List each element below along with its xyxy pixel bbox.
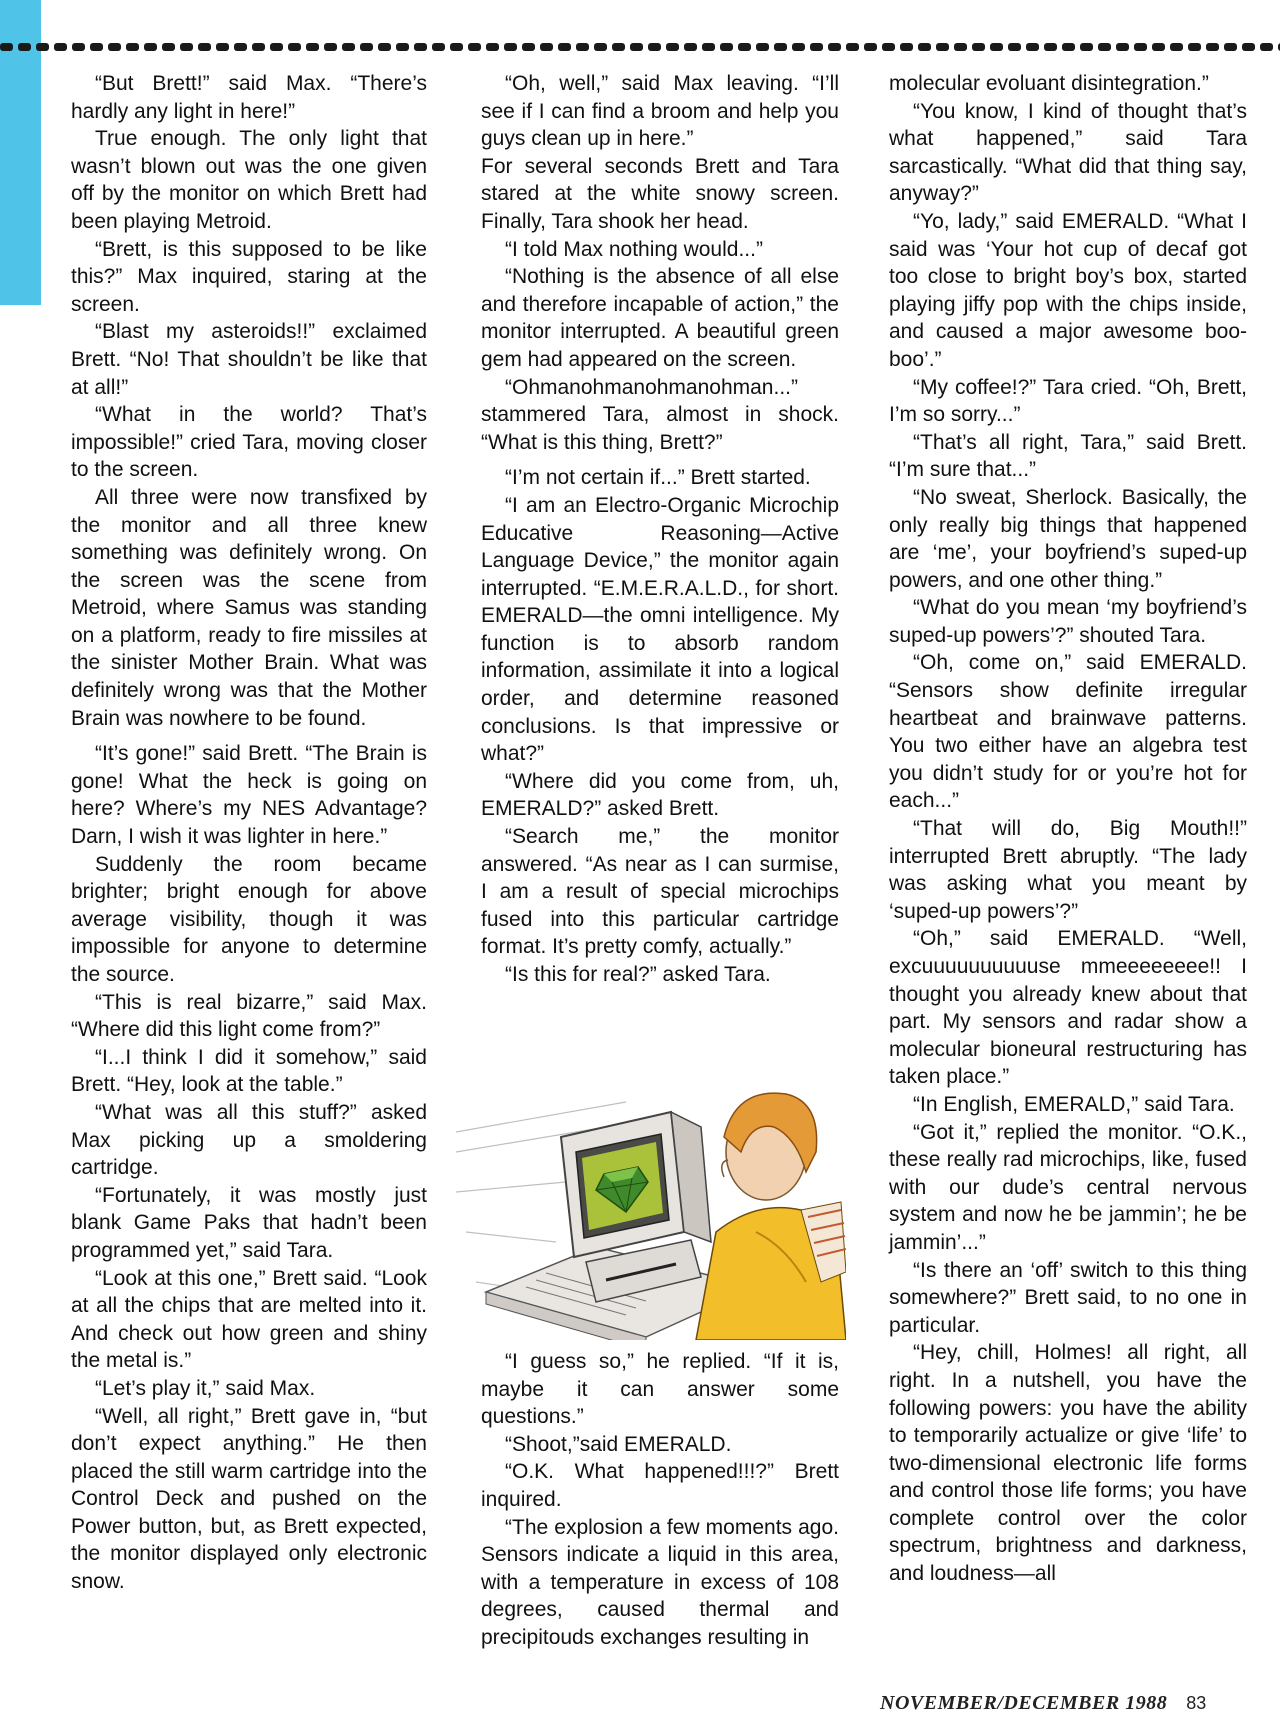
paragraph: “Nothing is the absence of all else and therefore incapable of action,” the monitor interrupted. A beautiful green gem had appeared on the screen. xyxy=(481,265,839,371)
paragraph: “Is there an ‘off’ switch to this thing somewhere?” Brett said, to no one in particular. xyxy=(889,1258,1247,1337)
paragraph: “Fortunately, it was mostly just blank Game Paks that hadn’t been programmed yet,” said Tara. xyxy=(71,1183,427,1262)
illustration-boy-at-computer xyxy=(456,1082,846,1340)
paragraph: “I’m not certain if...” Brett started. xyxy=(505,466,811,490)
paragraph: True enough. The only light that wasn’t blown out was the one given off by the monitor on which Brett had been playing Metroid. xyxy=(71,127,427,233)
paragraph: “Where did you come from, uh, EMERALD?” asked Brett. xyxy=(481,769,839,821)
paragraph: “Look at this one,” Brett said. “Look at all the chips that are melted into it. And check out how green and shiny the metal is.” xyxy=(71,1266,427,1373)
paragraph: “But Brett!” said Max. “There’s hardly any light in here!” xyxy=(71,72,427,123)
paragraph: “Well, all right,” Brett gave in, “but don’t expect anything.” He then placed the still warm cartridge into the Control Deck and pushed on the Power button, but, as Brett expected, the monitor displayed only electronic snow. xyxy=(71,1404,427,1594)
article-column-2-bottom xyxy=(481,1348,839,1652)
paragraph: “Shoot,”said EMERALD. xyxy=(505,1432,732,1456)
paragraph: “O.K. What happened!!!?” Brett inquired. xyxy=(481,1460,839,1511)
paragraph: “You know, I kind of thought that’s what happened,” said Tara sarcastically. “What did that thing say, anyway?” xyxy=(889,99,1247,206)
issue-date: NOVEMBER/DECEMBER 1988 xyxy=(880,1692,1168,1714)
paragraph: “I am an Electro-Organic Microchip Educative Reasoning—Active Language Device,” the monitor again interrupted. “E.M.E.R.A.L.D., for short. EMERALD—the omni intelligence. My function is to absorb random information, assimilate it into a logical order, and determine reasoned conclusions. Is that impressive or what?” xyxy=(481,493,839,766)
paragraph: “What do you mean ‘my boyfriend’s suped-up powers’?” shouted Tara. xyxy=(889,596,1247,647)
paragraph: “Let’s play it,” said Max. xyxy=(95,1376,316,1400)
paragraph: “This is real bizarre,” said Max. “Where did this light come from?” xyxy=(71,990,427,1042)
page-footer xyxy=(880,1692,1220,1714)
paragraph: “I told Max nothing would...” xyxy=(505,237,763,261)
paragraph: “Yo, lady,” said EMERALD. “What I said was ‘Your hot cup of decaf got too close to bright boy’s box, started playing jiffy pop with the chips inside, and caused a major awesome boo-boo’.” xyxy=(889,209,1247,371)
paragraph: “That’s all right, Tara,” said Brett. “I’m sure that...” xyxy=(889,430,1247,482)
paragraph: “Got it,” replied the monitor. “O.K., these really rad microchips, like, fused with our dude’s central nervous system and now he be jammin’; he be jammin’...” xyxy=(889,1120,1247,1254)
paragraph: “What was all this stuff?” asked Max picking up a smoldering cartridge. xyxy=(71,1100,427,1180)
paragraph: Suddenly the room became brighter; bright enough for above average visibility, though it was impossible for anyone to determine the source. xyxy=(71,852,427,986)
paragraph: “I...I think I did it somehow,” said Brett. “Hey, look at the table.” xyxy=(71,1045,427,1097)
article-column-2-top xyxy=(481,70,839,989)
paragraph: “What in the world? That’s impossible!” cried Tara, moving closer to the screen. xyxy=(71,403,427,482)
paragraph: “Blast my asteroids!!” exclaimed Brett. “No! That shouldn’t be like that at all!” xyxy=(71,320,427,399)
paragraph: “That will do, Big Mouth!!” interrupted Brett abruptly. “The lady was asking what you meant by ‘suped-up powers’?” xyxy=(889,817,1247,923)
paragraph: For several seconds Brett and Tara stared at the white snowy screen. Finally, Tara shook her head. xyxy=(481,154,839,233)
paragraph: “Brett, is this supposed to be like this?” Max inquired, staring at the screen. xyxy=(71,237,427,316)
paragraph: “I guess so,” he replied. “If it is, maybe it can answer some questions.” xyxy=(481,1350,839,1429)
page-number: 83 xyxy=(1186,1693,1207,1713)
paragraph: “Search me,” the monitor answered. “As near as I can surmise, I am a result of special microchips fused into this particular cartridge format. It’s pretty comfy, actually.” xyxy=(481,825,839,959)
paragraph: All three were now transfixed by the monitor and all three knew something was definitely wrong. On the screen was the scene from Metroid, where Samus was standing on a platform, ready to fire missiles at the sinister Mother Brain. What was definitely wrong was that the Mother Brain was nowhere to be found. xyxy=(71,485,427,730)
paragraph: “Oh, come on,” said EMERALD. “Sensors show definite irregular heartbeat and brainwave patterns. You two either have an algebra test you didn’t study for or you’re hot for each...” xyxy=(889,651,1247,813)
paragraph: “No sweat, Sherlock. Basically, the only really big things that happened are ‘me’, your boyfriend’s suped-up powers, and one other thing.” xyxy=(889,485,1247,592)
paragraph: “Oh, well,” said Max leaving. “I’ll see if I can find a broom and help you guys clean up in here.” xyxy=(481,72,839,151)
paragraph: “My coffee!?” Tara cried. “Oh, Brett, I’m so sorry...” xyxy=(889,375,1247,427)
paragraph: “The explosion a few moments ago. Sensors indicate a liquid in this area, with a temperature in excess of 108 degrees, caused thermal and precipitouds exchanges resulting in xyxy=(481,1515,839,1649)
paragraph: “Ohmanohmanohmanohman...” stammered Tara, almost in shock. “What is this thing, Brett?” xyxy=(481,375,839,454)
paragraph: “Hey, chill, Holmes! all right, all right. In a nutshell, you have the following powers: you have the ability to temporarily actualize or give ‘life’ to two-dimensional electronic life forms and control those life forms; you have complete control over the color spectrum, brightness and darkness, and loudness—all xyxy=(889,1341,1247,1586)
paragraph: “It’s gone!” said Brett. “The Brain is gone! What the heck is going on here? Where’s my NES Advantage? Darn, I wish it was lighter in here.” xyxy=(71,742,427,849)
article-column-3 xyxy=(889,70,1247,1588)
paragraph: “Oh,” said EMERALD. “Well, excuuuuuuuuuuse mmeeeeeeee!! I thought you already knew about that part. My sensors and radar show a molecular bioneural restructuring has taken place.” xyxy=(889,927,1247,1089)
article-column-1 xyxy=(71,70,427,1596)
paragraph: “In English, EMERALD,” said Tara. xyxy=(913,1092,1235,1116)
decorative-top-rule xyxy=(0,34,1280,60)
paragraph: molecular evoluant disintegration.” xyxy=(889,72,1209,95)
paragraph: “Is this for real?” asked Tara. xyxy=(505,963,771,986)
